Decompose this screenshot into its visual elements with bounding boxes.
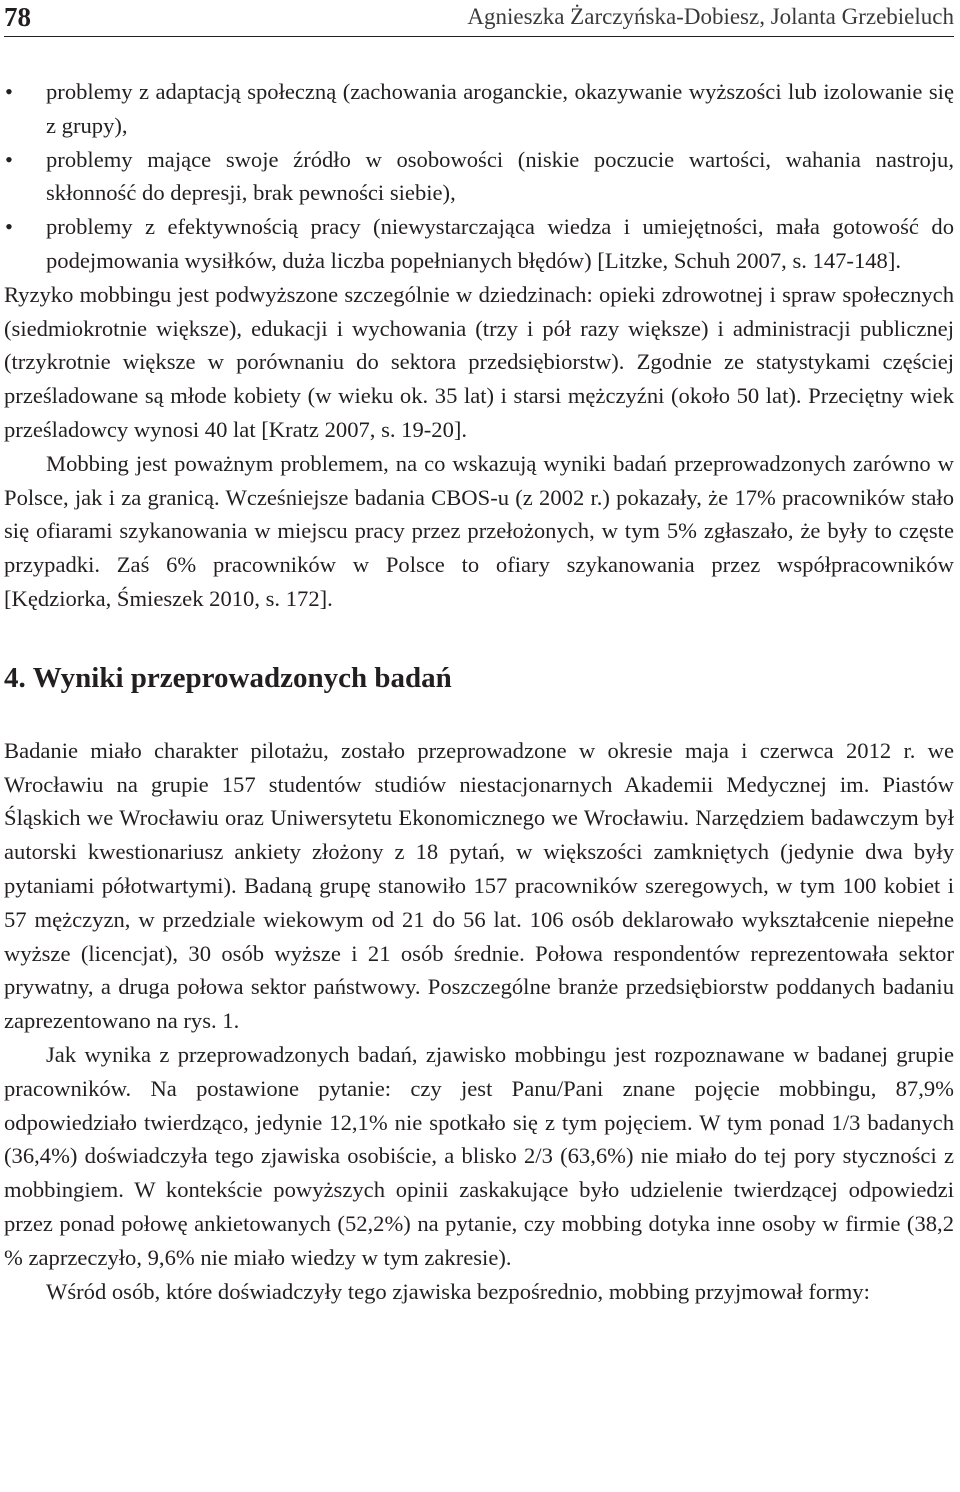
header-authors: Agnieszka Żarczyńska-Dobiesz, Jolanta Grzebieluch <box>467 4 954 29</box>
section-title: Wyniki przeprowadzonych badań <box>32 661 452 694</box>
bullet-icon: • <box>5 79 13 104</box>
list-item-text: problemy z efektywnością pracy (niewystarczająca wiedza i umiejętności, mała gotowość do podejmowania wysiłków, duża liczba popełnianych błędów) [Litzke, Schuh 2007, s. 147-148]. <box>46 214 954 273</box>
running-header <box>4 0 954 37</box>
document-page <box>4 0 954 1308</box>
list-item <box>4 75 954 143</box>
list-item <box>4 210 954 278</box>
section-first-paragraph: Badanie miało charakter pilotażu, zostało przeprowadzone w okresie maja i czerwca 2012 r. we Wrocławiu na grupie 157 studentów studiów niestacjonarnych Akademii Medycznej im. Piastów Śląskich we Wrocławiu oraz Uniwersytetu Ekonomicznego we Wrocławiu. Narzędziem badawczym był autorski kwestionariusz ankiety złożony z 18 pytań, w większości zamkniętych (jedynie dwa były pytaniami półotwartymi). Badaną grupę stanowiło 157 pracowników szeregowych, w tym 100 kobiet i 57 mężczyzn, w przedziale wiekowym od 21 do 56 lat. 106 osób deklarowało wykształcenie niepełne wyższe (licencjat), 30 osób wyższe i 21 osób średnie. Połowa respondentów reprezentowała sektor prywatny, a druga połowa sektor państwowy. Poszczególne branże przedsiębiorstw poddanych badaniu zaprezentowano na rys. 1. <box>4 737 954 1034</box>
list-item-text: problemy z adaptacją społeczną (zachowania aroganckie, okazywanie wyższości lub izolowanie się z grupy), <box>46 79 954 138</box>
bullet-icon: • <box>5 146 13 172</box>
bullet-list <box>4 75 954 278</box>
section-heading <box>4 658 954 698</box>
body-paragraph: Jak wynika z przeprowadzonych badań, zjawisko mobbingu jest rozpoznawane w badanej grupie pracowników. Na postawione pytanie: czy jest Panu/Pani znane pojęcie mobbingu, 87,9% odpowiedziało twierdząco, jedynie 12,1% nie spotkało się z tym pojęciem. W tym ponad 1/3 badanych (36,4%) doświadczyła tego zjawiska osobiście, a blisko 2/3 (63,6%) nie miało do tej pory styczności z mobbingiem. W kontekście powyższych opinii zaskakujące było udzielenie twierdzącej odpowiedzi przez ponad połowę ankietowanych (52,2%) na pytanie, czy mobbing dotyka inne osoby w firmie (38,2 % zaprzeczyło, 9,6% nie miało wiedzy w tym zakresie). <box>4 1041 954 1270</box>
list-item-text: problemy mające swoje źródło w osobowości (niskie poczucie wartości, wahania nastroju, skłonność do depresji, brak pewności siebie), <box>46 146 954 206</box>
bullet-icon: • <box>5 214 13 240</box>
body-paragraph: Wśród osób, które doświadczyły tego zjawiska bezpośrednio, mobbing przyjmował formy: <box>46 1278 870 1304</box>
body-paragraph: Mobbing jest poważnym problemem, na co wskazują wyniki badań przeprowadzonych zarówno w Polsce, jak i za granicą. Wcześniejsze badania CBOS-u (z 2002 r.) pokazały, że 17% pracowników stało się ofiarami szykanowania w miejscu pracy przez przełożonych, w tym 5% zgłaszało, że były to częste przypadki. Zaś 6% pracowników w Polsce to ofiary szykanowania przez współpracowników [Kędziorka, Śmieszek 2010, s. 172]. <box>4 450 954 611</box>
list-item <box>4 143 954 211</box>
page-number: 78 <box>4 2 31 32</box>
body-paragraph: Ryzyko mobbingu jest podwyższone szczególnie w dziedzinach: opieki zdrowotnej i spraw społecznych (siedmiokrotnie większe), edukacji i wychowania (trzy i pół razy większe) i administracji publicznej (trzykrotnie większe w porównaniu do sektora przedsiębiorstw). Zgodnie ze statystykami częściej prześladowane są młode kobiety (w wieku ok. 35 lat) i starsi mężczyźni (około 50 lat). Przeciętny wiek prześladowcy wynosi 40 lat [Kratz 2007, s. 19-20]. <box>4 281 954 442</box>
section-number: 4. <box>4 661 26 694</box>
